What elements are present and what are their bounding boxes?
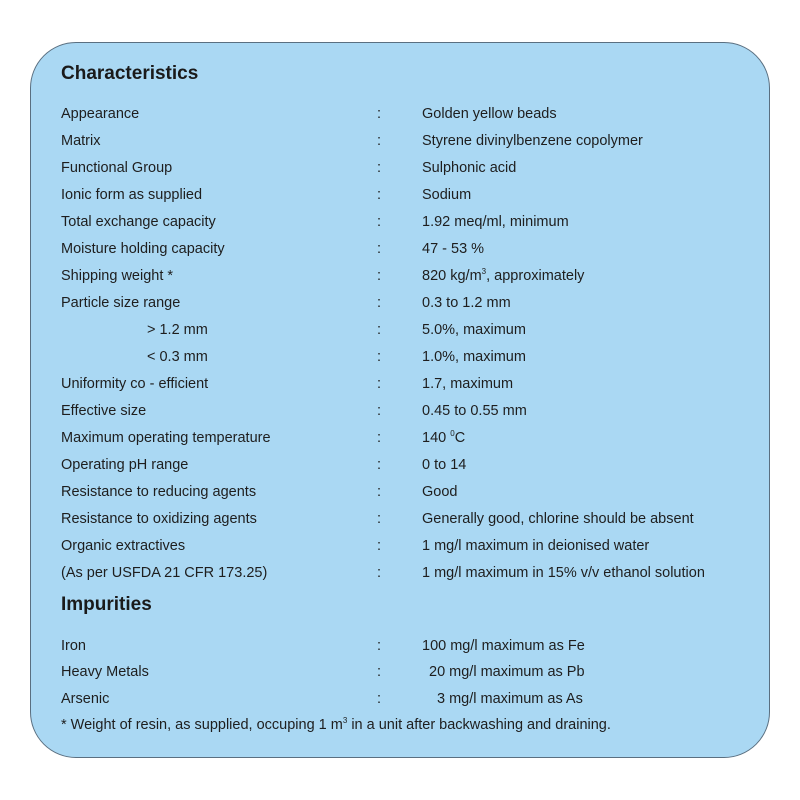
footnote-text: * Weight of resin, as supplied, occuping 1 m — [61, 717, 343, 733]
row-value: 100 mg/l maximum as Fe — [422, 638, 585, 654]
row-value: 3 mg/l maximum as As — [437, 691, 583, 707]
row-label: Moisture holding capacity — [61, 241, 225, 257]
row-value: 0.3 to 1.2 mm — [422, 295, 511, 311]
row-uniformity-coefficient — [31, 371, 769, 398]
value-text: C — [454, 430, 466, 446]
row-value: 1 mg/l maximum in 15% v/v ethanol solution — [422, 565, 705, 581]
row-iron — [31, 633, 769, 660]
row-label: Uniformity co - efficient — [61, 376, 209, 392]
row-label: Iron — [61, 638, 86, 654]
row-colon: : — [377, 511, 382, 527]
row-colon: : — [377, 349, 382, 365]
row-colon: : — [377, 214, 382, 230]
row-label: Heavy Metals — [61, 664, 149, 680]
row-effective-size — [31, 398, 769, 425]
value-text: 820 kg/m — [422, 268, 482, 284]
row-colon: : — [377, 241, 382, 257]
row-label: Shipping weight * — [61, 268, 174, 284]
row-colon: : — [377, 538, 382, 554]
row-label: > 1.2 mm — [147, 322, 208, 338]
row-appearance — [31, 101, 769, 128]
row-value: 5.0%, maximum — [422, 322, 526, 338]
row-colon: : — [377, 457, 382, 473]
row-resistance-reducing-agents — [31, 479, 769, 506]
row-label: Ionic form as supplied — [61, 187, 203, 203]
value-text: , approximately — [486, 268, 585, 284]
superscript: 0 — [450, 429, 455, 438]
row-max-operating-temperature — [31, 425, 769, 452]
row-value: Golden yellow beads — [422, 106, 557, 122]
row-label: Maximum operating temperature — [61, 430, 271, 446]
row-label: Appearance — [61, 106, 140, 122]
row-particle-size-range — [31, 290, 769, 317]
row-value: Good — [422, 484, 458, 500]
row-heavy-metals — [31, 659, 769, 686]
row-ionic-form — [31, 182, 769, 209]
row-functional-group — [31, 155, 769, 182]
row-particle-size-over-1-2mm — [31, 317, 769, 344]
row-arsenic — [31, 686, 769, 713]
row-label: < 0.3 mm — [147, 349, 208, 365]
row-colon: : — [377, 268, 382, 284]
row-label: (As per USFDA 21 CFR 173.25) — [61, 565, 268, 581]
row-colon: : — [377, 133, 382, 149]
row-label: Particle size range — [61, 295, 181, 311]
row-colon: : — [377, 664, 382, 680]
row-label: Operating pH range — [61, 457, 189, 473]
row-value — [422, 263, 584, 290]
row-value: 1 mg/l maximum in deionised water — [422, 538, 650, 554]
row-value: 0.45 to 0.55 mm — [422, 403, 527, 419]
row-label: Arsenic — [61, 691, 110, 707]
impurities-heading: Impurities — [61, 594, 152, 615]
superscript: 3 — [342, 716, 348, 725]
row-colon: : — [377, 484, 382, 500]
row-colon: : — [377, 376, 382, 392]
value-text: 140 — [422, 430, 451, 446]
row-usfda-reference — [31, 560, 769, 587]
row-label: Matrix — [61, 133, 101, 149]
row-label: Functional Group — [61, 160, 173, 176]
row-value — [422, 425, 465, 452]
row-colon: : — [377, 691, 382, 707]
row-colon: : — [377, 638, 382, 654]
row-label: Effective size — [61, 403, 147, 419]
row-colon: : — [377, 403, 382, 419]
footnote — [61, 715, 611, 735]
row-particle-size-under-0-3mm — [31, 344, 769, 371]
row-value: 0 to 14 — [422, 457, 467, 473]
row-total-exchange-capacity — [31, 209, 769, 236]
row-colon: : — [377, 565, 382, 581]
row-colon: : — [377, 160, 382, 176]
row-value: 1.0%, maximum — [422, 349, 526, 365]
row-value: 1.92 meq/ml, minimum — [422, 214, 569, 230]
row-value: Generally good, chlorine should be absent — [422, 511, 694, 527]
row-colon: : — [377, 106, 382, 122]
row-label: Resistance to reducing agents — [61, 484, 257, 500]
footnote-text: in a unit after backwashing and draining. — [347, 717, 611, 733]
row-shipping-weight — [31, 263, 769, 290]
row-operating-ph-range — [31, 452, 769, 479]
row-colon: : — [377, 187, 382, 203]
characteristics-heading: Characteristics — [61, 63, 199, 84]
row-value: Sodium — [422, 187, 472, 203]
row-value: Styrene divinylbenzene copolymer — [422, 133, 643, 149]
row-label: Resistance to oxidizing agents — [61, 511, 257, 527]
row-value: 47 - 53 % — [422, 241, 485, 257]
row-matrix — [31, 128, 769, 155]
row-organic-extractives — [31, 533, 769, 560]
superscript: 3 — [481, 267, 487, 276]
row-resistance-oxidizing-agents — [31, 506, 769, 533]
row-value: 1.7, maximum — [422, 376, 514, 392]
row-value: 20 mg/l maximum as Pb — [429, 664, 585, 680]
row-moisture-holding-capacity — [31, 236, 769, 263]
specification-card — [30, 42, 770, 758]
row-value: Sulphonic acid — [422, 160, 517, 176]
row-label: Organic extractives — [61, 538, 186, 554]
row-colon: : — [377, 322, 382, 338]
row-colon: : — [377, 430, 382, 446]
row-colon: : — [377, 295, 382, 311]
row-label: Total exchange capacity — [61, 214, 216, 230]
